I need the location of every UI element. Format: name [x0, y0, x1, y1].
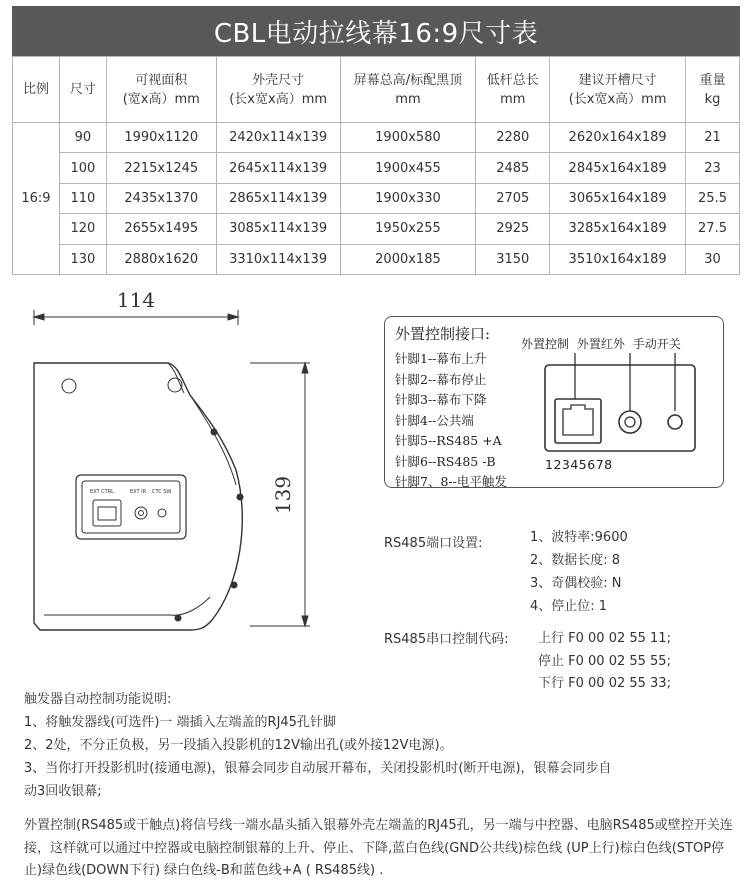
table-row — [13, 183, 740, 213]
table-cell: 1900x455 — [340, 153, 476, 183]
rs485-setting: 1、波特率:9600 — [530, 530, 628, 545]
table-row — [13, 153, 740, 183]
pin-item: 针脚2--幕布停止 — [395, 371, 487, 387]
pin-item: 针脚3--幕布下降 — [395, 392, 487, 407]
table-cell: 3285x164x189 — [550, 214, 686, 244]
header-slot-size: 建议开槽尺寸 (长x宽x高）mm — [550, 57, 686, 123]
pin-item: 针脚1--幕布上升 — [395, 351, 487, 366]
arrow-up-icon — [302, 363, 308, 373]
table-row — [13, 214, 740, 244]
table-cell: 2645x114x139 — [216, 153, 340, 183]
screw-icon — [175, 615, 181, 621]
table-cell: 3085x114x139 — [216, 214, 340, 244]
height-label: 139 — [271, 475, 295, 515]
header-weight: 重量 kg — [686, 57, 740, 123]
table-cell: 25.5 — [686, 183, 740, 213]
connector-drawing — [535, 347, 725, 457]
table-cell: 2880x1620 — [106, 244, 216, 274]
table-row — [13, 123, 740, 153]
table-cell: 27.5 — [686, 214, 740, 244]
rs485-code: 下行 F0 00 02 55 33; — [538, 676, 671, 691]
pin-item: 针脚5--RS485 +A — [395, 433, 502, 448]
rs485-code: 上行 F0 00 02 55 11; — [538, 631, 671, 646]
header-housing-size: 外壳尺寸 (长x宽x高）mm — [216, 57, 340, 123]
table-cell: 2215x1245 — [106, 153, 216, 183]
panel-label-ctc-sw: CTC SW — [152, 489, 172, 495]
rj45-socket-inner — [563, 405, 593, 435]
panel-label-ext-ctrl: EXT CTRL — [90, 489, 114, 495]
end-cap-outline — [34, 363, 242, 630]
rs485-code-items — [538, 628, 671, 696]
screw-icon — [237, 494, 243, 500]
arrow-down-icon — [302, 616, 308, 626]
rs485-port-label: RS485端口设置: — [384, 536, 483, 551]
rs485-port-items — [530, 526, 628, 618]
table-header-row — [13, 57, 740, 123]
rs485-setting: 4、停止位: 1 — [530, 599, 608, 614]
table-cell: 110 — [59, 183, 106, 213]
header-size: 尺寸 — [59, 57, 106, 123]
size-table — [12, 56, 740, 275]
arrow-left-icon — [34, 314, 44, 320]
header-bar-length: 低杆总长 mm — [476, 57, 550, 123]
table-cell: 1990x1120 — [106, 123, 216, 153]
table-cell: 2280 — [476, 123, 550, 153]
trigger-line: 2、2处，不分正负极，另一段插入投影机的12V输出孔(或外接12V电源)。 — [24, 738, 453, 753]
table-cell: 2435x1370 — [106, 183, 216, 213]
table-cell: 1900x580 — [340, 123, 476, 153]
switch-icon — [158, 509, 166, 517]
screw-hole-icon — [62, 379, 76, 393]
ir-jack-icon — [135, 507, 147, 519]
arrow-right-icon — [228, 314, 238, 320]
table-cell: 2865x114x139 — [216, 183, 340, 213]
rs485-code: 停止 F0 00 02 55 55; — [538, 653, 671, 669]
screw-icon — [211, 429, 217, 435]
rs485-setting: 2、数据长度: 8 — [530, 553, 621, 568]
table-cell: 2655x1495 — [106, 214, 216, 244]
table-cell: 100 — [59, 153, 106, 183]
connector-panel-outline — [545, 365, 695, 451]
header-ratio: 比例 — [13, 57, 60, 123]
table-cell: 1900x330 — [340, 183, 476, 213]
rj45-port-inner — [98, 507, 116, 520]
external-control-note: 外置控制(RS485或干触点)将信号线一端水晶头插入银幕外壳左端盖的RJ45孔，另一端与中控器、电脑RS485或壁控开关连接，这样就可以通过中控器或电脑控制银幕的上升、停止、下降,蓝白色线(GND公共线)棕色线 (UP上行)棕白色线(STOP停止)绿色线(DOWN下行) 绿白色线-B和蓝色线+A ( RS485线) . — [24, 818, 733, 878]
table-cell: 2925 — [476, 214, 550, 244]
trigger-line: 动3回收银幕; — [24, 784, 102, 799]
ir-jack-inner — [139, 511, 144, 516]
table-cell: 3510x164x189 — [550, 244, 686, 274]
table-cell: 30 — [686, 244, 740, 274]
table-cell: 3310x114x139 — [216, 244, 340, 274]
ext-control-box — [384, 316, 724, 488]
width-label: 114 — [116, 288, 156, 312]
trigger-line: 3、当你打开投影机时(接通电源)，银幕会同步自动展开幕布，关闭投影机时(断开电源)，银幕会同步自 — [24, 761, 612, 776]
ir-socket-inner — [625, 417, 635, 427]
pin-list — [395, 349, 507, 493]
table-cell: 2845x164x189 — [550, 153, 686, 183]
pin-numbers: 12345678 — [545, 457, 613, 472]
connector-label-ext-ir: 外置红外 — [576, 337, 625, 351]
pin-item: 针脚4--公共端 — [395, 412, 474, 428]
table-cell: 2620x164x189 — [550, 123, 686, 153]
table-cell: 90 — [59, 123, 106, 153]
screw-icon — [231, 582, 237, 588]
table-cell: 2705 — [476, 183, 550, 213]
table-cell: 2420x114x139 — [216, 123, 340, 153]
header-screen-height: 屏幕总高/标配黑顶 mm — [340, 57, 476, 123]
end-cap-edge — [44, 597, 210, 615]
connector-label-ext-ctrl: 外置控制 — [521, 337, 570, 351]
connector-label-manual-switch: 手动开关 — [632, 337, 681, 351]
table-cell: 1950x255 — [340, 214, 476, 244]
table-cell: 3150 — [476, 244, 550, 274]
table-cell: 3065x164x189 — [550, 183, 686, 213]
manual-switch-icon — [668, 415, 682, 429]
table-cell: 2000x185 — [340, 244, 476, 274]
table-cell: 120 — [59, 214, 106, 244]
table-cell: 23 — [686, 153, 740, 183]
end-cap-drawing — [0, 285, 380, 665]
ext-control-title: 外置控制接口: — [395, 325, 491, 343]
table-row — [13, 244, 740, 274]
panel-label-ext-ir: EXT IR — [130, 489, 147, 495]
table-cell: 21 — [686, 123, 740, 153]
pin-item: 针脚7、8--电平触发 — [395, 474, 507, 489]
ratio-cell: 16:9 — [13, 123, 60, 275]
trigger-title: 触发器自动控制功能说明: — [24, 692, 172, 707]
ir-socket-icon — [619, 411, 641, 433]
trigger-line: 1、将触发器线(可选件)一 端插入左端盖的RJ45孔针脚 — [24, 715, 336, 730]
table-cell: 2485 — [476, 153, 550, 183]
instructions — [24, 688, 739, 883]
table-cell: 130 — [59, 244, 106, 274]
rj45-port-icon — [93, 500, 121, 526]
pin-item: 针脚6--RS485 -B — [395, 453, 496, 469]
page-title: CBL电动拉线幕16:9尺寸表 — [12, 6, 740, 56]
rs485-codes-label: RS485串口控制代码: — [384, 632, 509, 647]
rs485-setting: 3、奇偶校验: N — [530, 576, 622, 591]
end-cap-edge — [190, 395, 236, 485]
header-viewable-area: 可视面积 (宽x高）mm — [106, 57, 216, 123]
